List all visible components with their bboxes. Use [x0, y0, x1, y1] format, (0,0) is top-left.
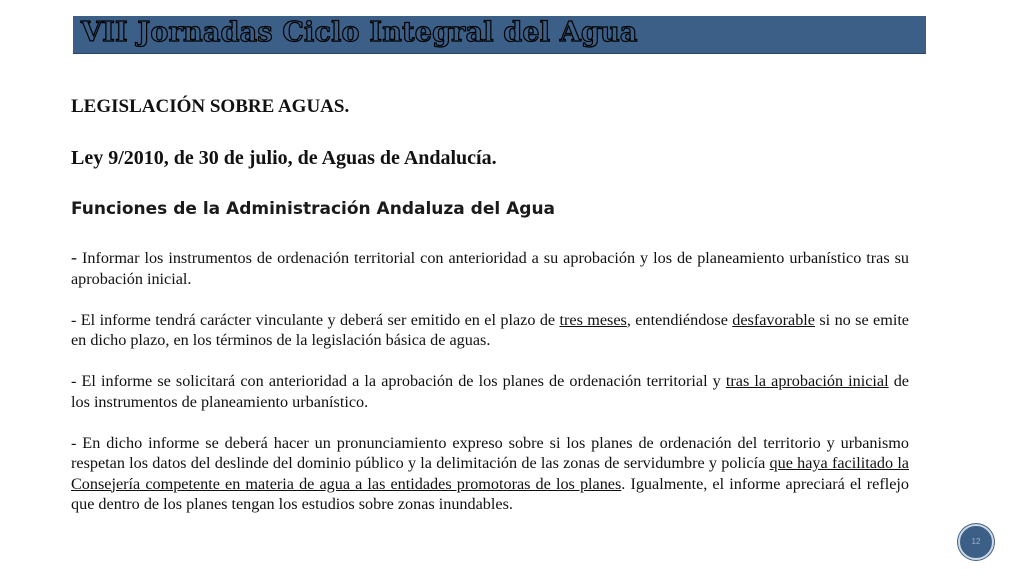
slide-title: VII Jornadas Ciclo Integral del Agua — [81, 17, 638, 48]
title-bar — [73, 16, 926, 54]
paragraph-2 — [71, 310, 909, 351]
functions-heading: Funciones de la Administración Andaluza del Agua — [71, 199, 556, 219]
body-text — [71, 247, 909, 535]
paragraph-3-part-a: - El informe se solicitará con anterioridad a la aprobación de los planes de ordenación territorial y — [71, 372, 726, 390]
paragraph-2-part-b: , entendiéndose — [626, 310, 733, 329]
paragraph-1 — [71, 247, 909, 289]
paragraph-2-part-a: - El informe tendrá carácter vinculante y deberá ser emitido en el plazo de — [71, 310, 560, 329]
paragraph-4-underline-1: que haya facilitado la Consejería competente en materia de agua a las entidades promotoras de los planes — [71, 454, 909, 493]
paragraph-1-text: Informar los instrumentos de ordenación territorial con anterioridad a su aprobación y los de planeamiento urbanístico tras su aprobación inicial. — [71, 249, 909, 288]
paragraph-1-dash: - — [71, 247, 77, 267]
paragraph-3-part-b: de los instrumentos de planeamiento urbanístico. — [71, 372, 909, 411]
paragraph-2-underline-1: tres meses — [559, 310, 627, 329]
paragraph-4-part-b: . Igualmente, el informe apreciará el reflejo que dentro de los planes tengan los estudios sobre zonas inundables. — [71, 474, 909, 513]
section-heading: LEGISLACIÓN SOBRE AGUAS. — [71, 96, 350, 117]
paragraph-2-underline-2: desfavorable — [732, 310, 815, 329]
paragraph-4 — [71, 433, 909, 515]
slide-number-badge: 12 — [958, 524, 994, 560]
paragraph-2-part-c: si no se emite en dicho plazo, en los términos de la legislación básica de aguas. — [71, 310, 909, 349]
paragraph-3-underline-1: tras la aprobación inicial — [725, 372, 889, 390]
paragraph-3 — [71, 371, 909, 412]
paragraph-4-part-a: - En dicho informe se deberá hacer un pronunciamiento expreso sobre si los planes de ordenación del territorio y urbanismo respetan los datos del deslinde del dominio público y la delimitación de las zonas de servidumbre y policía — [71, 433, 909, 472]
law-heading: Ley 9/2010, de 30 de julio, de Aguas de Andalucía. — [71, 147, 497, 169]
